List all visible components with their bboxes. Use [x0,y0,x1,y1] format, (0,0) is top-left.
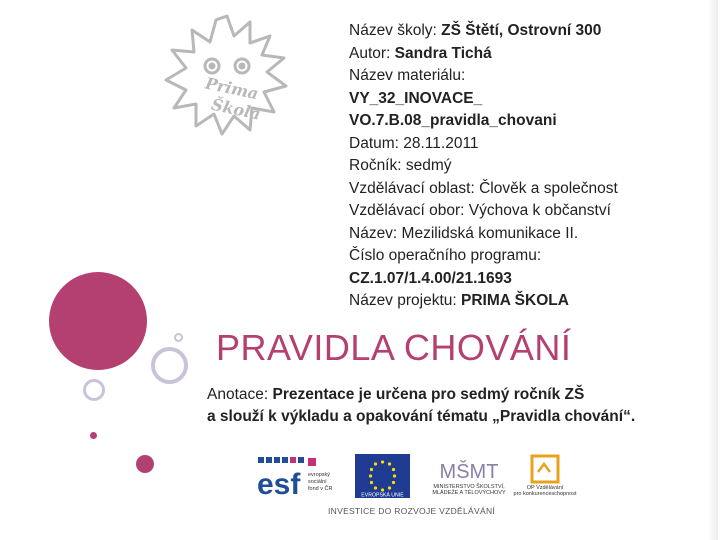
logo-text-skola: Škola [209,94,263,124]
decor-circle-dot [90,432,97,439]
prima-skola-sun-logo [152,8,302,143]
decor-circle-outline-tiny [174,333,183,342]
msmt-text-1: MINISTERSTVO ŠKOLSTVÍ, [433,484,505,490]
school-name-label: Název školy: [349,22,442,39]
op-text-2: pro konkurenceschopnost [513,491,577,497]
project-name-value: PRIMA ŠKOLA [461,292,569,309]
education-field-line: Vzdělávací obor: Výchova k občanství [349,202,611,219]
msmt-mark-text: MŠMT [439,461,499,483]
program-number-value: CZ.1.07/1.4.00/21.1693 [349,269,512,287]
material-code-part2: VO.7.B.08_pravidla_chovani [349,112,557,129]
annotation-label: Anotace: [207,386,273,403]
program-number-label: Číslo operačního programu: [349,247,542,264]
metadata-block [349,20,709,313]
esf-mark-text: esf [257,468,301,501]
project-name-label: Název projektu: [349,292,461,309]
funding-logos-strip [256,454,576,520]
logo-text-prima: Prima [203,73,261,104]
material-name-label: Název materiálu: [349,67,466,84]
slide-frame-edge [708,0,718,540]
eu-flag-logo [355,454,410,498]
material-code-part1: VY_32_INOVACE_ [349,89,483,107]
date-line: Datum: 28.11.2011 [349,134,479,152]
op-text-1: OP Vzdělávání [526,485,564,491]
esf-logo [256,454,350,500]
author-line [349,43,709,66]
decor-circle-small [136,455,154,473]
grade-line: Ročník: sedmý [349,157,452,174]
school-name-line [349,20,709,43]
decor-circle-large [49,272,147,370]
annotation-block [207,384,707,428]
author-value: Sandra Tichá [394,44,492,62]
annotation-text-1: Prezentace je určena pro sedmý ročník ZŠ [272,386,585,403]
school-name-value: ZŠ Štětí, Ostrovní 300 [441,22,602,39]
eu-text: EVROPSKÁ UNIE [361,492,404,499]
esf-text-1: evropský [308,472,331,478]
project-name-line [349,290,709,313]
education-area-line: Vzdělávací oblast: Člověk a společnost [349,179,618,197]
msmt-text-2: MLÁDEŽE A TĚLOVÝCHOVY [432,490,506,496]
slide-title: PRAVIDLA CHOVÁNÍ [216,327,572,368]
esf-text-2: sociální [308,479,327,485]
topic-name-line: Název: Mezilidská komunikace II. [349,224,579,242]
esf-text-3: fond v ČR [308,486,333,492]
decor-circle-outline-medium [151,347,188,384]
author-label: Autor: [349,44,395,62]
annotation-text-2: a slouží k výkladu a opakování tématu „Pravidla chování“. [207,408,636,425]
logos-caption: INVESTICE DO ROZVOJE VZDĚLÁVÁNÍ [328,506,496,516]
annotation-line-1 [207,384,707,406]
op-vk-logo [513,454,577,498]
msmt-logo [432,454,507,498]
decor-circle-outline-small [83,379,105,401]
